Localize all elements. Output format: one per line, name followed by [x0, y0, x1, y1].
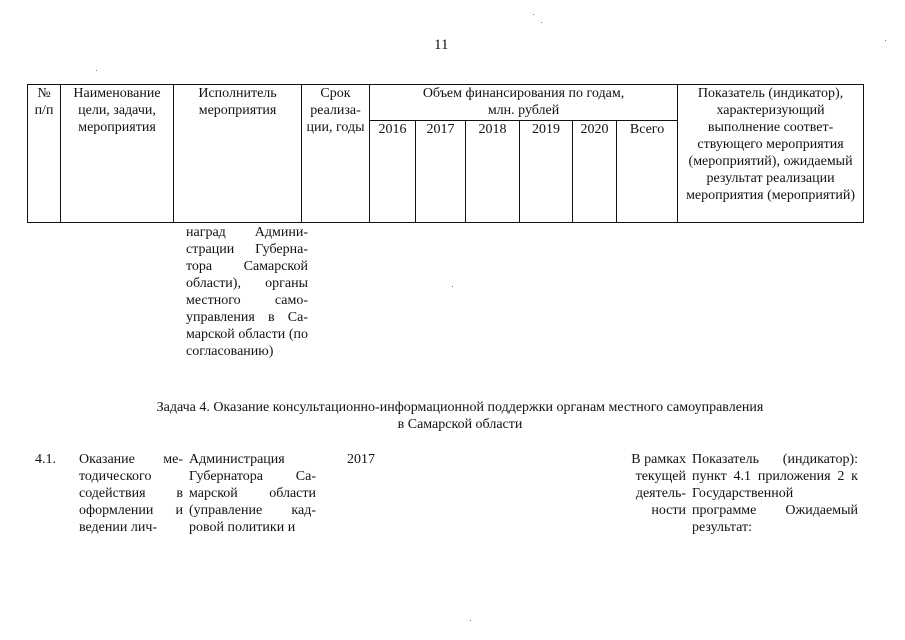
header-term: Срок реализации, годы	[302, 85, 370, 223]
page-number: 11	[434, 37, 449, 53]
continued-executor-text: наград Администрации Губернатора Самарской области), органы местного самоуправления в Самарской области (по согласованию)	[186, 225, 308, 359]
row-number: 4.1.	[35, 452, 56, 467]
task-heading	[60, 399, 860, 433]
header-year-2020: 2020	[573, 121, 617, 223]
scan-speck	[541, 22, 542, 23]
header-year-2016: 2016	[370, 121, 416, 223]
header-indicator: Показатель (индикатор), характеризующий выполнение соответствующего мероприятия (мероприятий), ожидаемый результат реализации мероприятия (мероприятий)	[678, 85, 864, 223]
scan-speck	[96, 70, 97, 71]
task-heading-line1: Задача 4. Оказание консультационно-информационной поддержки органам местного самоуправления	[156, 400, 764, 415]
header-total: Всего	[617, 121, 678, 223]
header-name: Наименование цели, задачи, мероприятия	[61, 85, 174, 223]
row-total: В рамках текущей деятельности	[631, 452, 686, 518]
scan-speck	[452, 286, 453, 287]
scan-speck	[533, 14, 534, 15]
row-executor: Администрация Губернатора Самарской области (управление кадровой политики и	[189, 452, 316, 535]
program-table-header	[27, 84, 864, 223]
header-year-2017: 2017	[416, 121, 466, 223]
row-indicator: Показатель (индикатор): пункт 4.1 приложения 2 к Государственной программе Ожидаемый результат:	[692, 452, 858, 535]
header-funding: Объем финансирования по годам, млн. рублей	[370, 85, 678, 121]
header-executor: Исполнитель мероприятия	[174, 85, 302, 223]
header-year-2019: 2019	[520, 121, 573, 223]
row-name: Оказание методического содействия в оформлении и ведении лич-	[79, 452, 183, 535]
header-num: № п/п	[28, 85, 61, 223]
task-heading-line2: в Самарской области	[397, 417, 523, 432]
header-year-2018: 2018	[466, 121, 520, 223]
row-term: 2017	[347, 452, 375, 467]
scan-speck	[885, 40, 886, 41]
scan-speck	[470, 620, 471, 621]
